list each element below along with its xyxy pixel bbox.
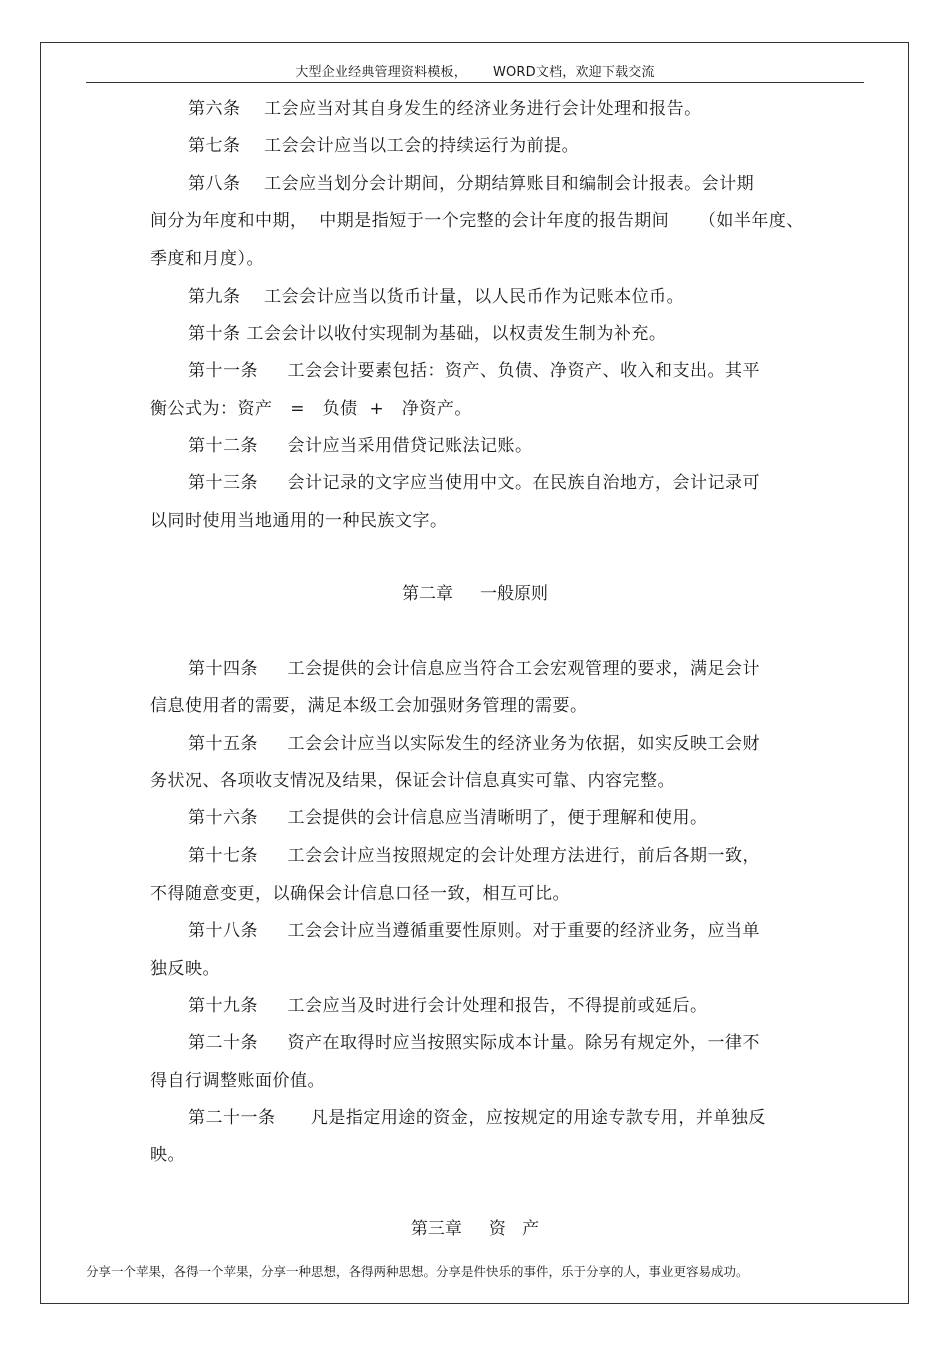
article-17: 第十七条 工会会计应当按照规定的会计处理方法进行，前后各期一致， bbox=[188, 846, 761, 866]
article-8-cont-1: 间分为年度和中期， 中期是指短于一个完整的会计年度的报告期间 （如半年度、 bbox=[150, 211, 804, 231]
article-18: 第十八条 工会会计应当遵循重要性原则。对于重要的经济业务，应当单 bbox=[188, 921, 761, 941]
chapter-2-heading: 第二章 一般原则 bbox=[401, 584, 549, 604]
article-13: 第十三条 会计记录的文字应当使用中文。在民族自治地方，会计记录可 bbox=[188, 473, 761, 493]
article-9: 第九条 工会会计应当以货币计量，以人民币作为记账本位币。 bbox=[188, 287, 685, 307]
article-11: 第十一条 工会会计要素包括：资产、负债、净资产、收入和支出。其平 bbox=[188, 361, 761, 381]
article-14-cont: 信息使用者的需要，满足本级工会加强财务管理的需要。 bbox=[150, 696, 588, 716]
article-21: 第二十一条 凡是指定用途的资金，应按规定的用途专款专用，并单独反 bbox=[188, 1108, 766, 1128]
page-footer: 分享一个苹果，各得一个苹果，分享一种思想，各得两种思想。分享是件快乐的事件，乐于分享的人，事业更容易成功。 bbox=[86, 1264, 749, 1279]
article-8-cont-2: 季度和月度）。 bbox=[150, 249, 264, 269]
page-header bbox=[0, 61, 950, 80]
article-17-cont: 不得随意变更，以确保会计信息口径一致，相互可比。 bbox=[150, 884, 570, 904]
header-divider bbox=[86, 82, 864, 83]
article-15: 第十五条 工会会计应当以实际发生的经济业务为依据，如实反映工会财 bbox=[188, 734, 761, 754]
header-left-text: 大型企业经典管理资料模板， bbox=[295, 65, 467, 80]
article-12: 第十二条 会计应当采用借贷记账法记账。 bbox=[188, 436, 533, 456]
article-14: 第十四条 工会提供的会计信息应当符合工会宏观管理的要求，满足会计 bbox=[188, 659, 761, 679]
article-20: 第二十条 资产在取得时应当按照实际成本计量。除另有规定外，一律不 bbox=[188, 1033, 761, 1053]
article-10: 第十条 工会会计以收付实现制为基础，以权责发生制为补充。 bbox=[188, 324, 667, 344]
article-11-cont: 衡公式为：资产 = 负债 + 净资产。 bbox=[150, 399, 472, 419]
article-20-cont: 得自行调整账面价值。 bbox=[150, 1071, 325, 1091]
article-18-cont: 独反映。 bbox=[150, 959, 220, 979]
article-6: 第六条 工会应当对其自身发生的经济业务进行会计处理和报告。 bbox=[188, 99, 702, 119]
article-8: 第八条 工会应当划分会计期间，分期结算账目和编制会计报表。会计期 bbox=[188, 174, 755, 194]
article-15-cont: 务状况、各项收支情况及结果，保证会计信息真实可靠、内容完整。 bbox=[150, 771, 675, 791]
article-16: 第十六条 工会提供的会计信息应当清晰明了，便于理解和使用。 bbox=[188, 808, 708, 828]
header-right-text: WORD文档，欢迎下载交流 bbox=[492, 65, 655, 80]
article-7: 第七条 工会会计应当以工会的持续运行为前提。 bbox=[188, 136, 580, 156]
article-21-cont: 映。 bbox=[150, 1145, 185, 1165]
article-13-cont: 以同时使用当地通用的一种民族文字。 bbox=[150, 511, 448, 531]
chapter-3-heading: 第三章 资 产 bbox=[410, 1219, 540, 1239]
article-19: 第十九条 工会应当及时进行会计处理和报告，不得提前或延后。 bbox=[188, 996, 708, 1016]
